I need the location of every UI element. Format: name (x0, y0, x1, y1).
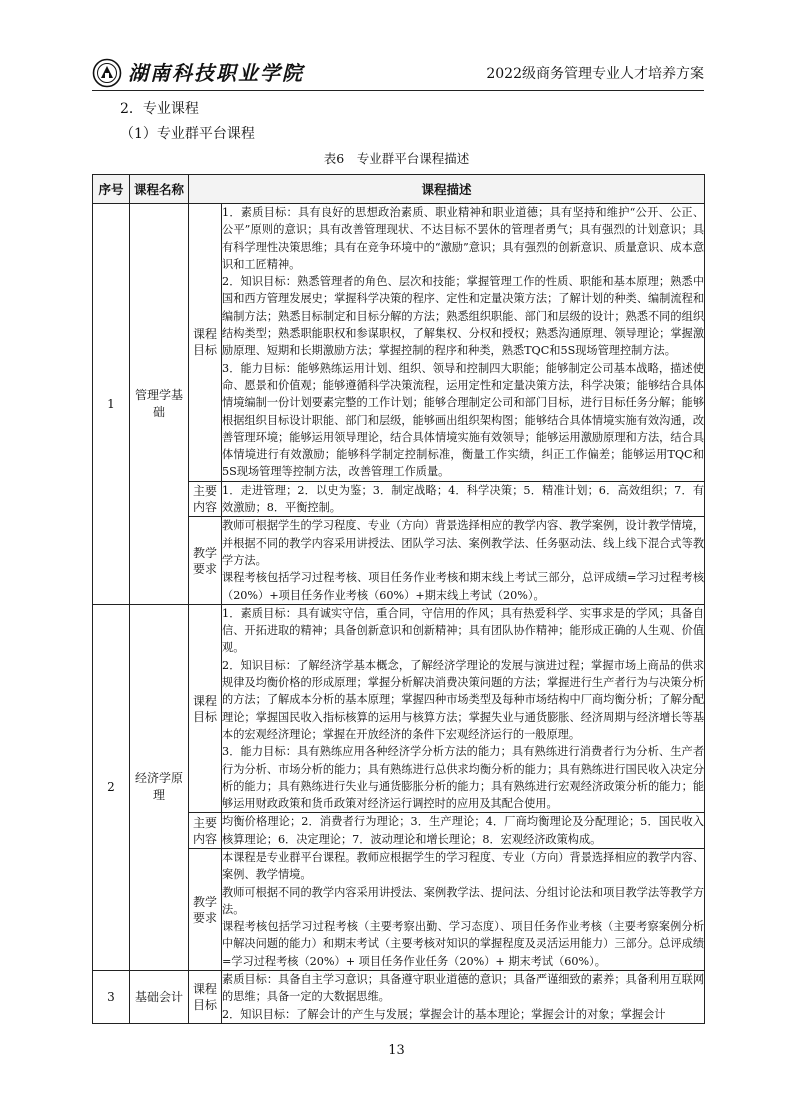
document-title: 2022级商务管理专业人才培养方案 (486, 66, 704, 82)
row-description (222, 848, 705, 970)
row-description (222, 604, 705, 813)
course-description-table (92, 174, 705, 1024)
course-name: 管理学基础 (130, 204, 189, 605)
row-label: 课程目标 (189, 971, 222, 1024)
row-label: 主要内容 (189, 813, 222, 849)
row-description (222, 971, 705, 1024)
page-header (92, 58, 704, 88)
course-number: 1 (93, 204, 130, 605)
course-name: 经济学原理 (130, 604, 189, 970)
row-description (222, 517, 705, 604)
description-paragraph: 3．能力目标：能够熟练运用计划、组织、领导和控制四大职能；能够制定公司基本战略，描述使命、愿景和价值观；能够遵循科学决策流程，运用定性和定量决策方法，科学决策；能够结合具体情境编制一份计划要素完整的工作计划；能够合理制定公司和部门目标，进行目标任务分解；能够根据组织目标设计职能、部门和层级，能够画出组织架构图；能够结合具体情境实施有效沟通，改善管理环境；能够运用领导理论，结合具体情境实施有效领导；能够运用激励原理和方法，结合具体情境进行有效激励；能够科学制定控制标准，衡量工作实绩，纠正工作偏差；能够运用TQC和5S现场管理等控制方法，改善管理工作质量。 (222, 361, 705, 479)
subsection-heading: （1）专业群平台课程 (120, 126, 255, 142)
description-paragraph: 1．素质目标：具有诚实守信，重合同，守信用的作风；具有热爱科学、实事求是的学风；具备自信、开拓进取的精神；具备创新意识和创新精神；具有团队协作精神；能形成正确的人生观、价值观。 (222, 606, 705, 655)
description-paragraph: 2．知识目标：了解经济学基本概念，了解经济学理论的发展与演进过程；掌握市场上商品的供求规律及均衡价格的形成原理；掌握分析解决消费决策问题的方法；掌握进行生产者行为与决策分析的方法；了解成本分析的基本原理；掌握四种市场类型及每种市场结构中厂商均衡分析；了解分配理论；掌握国民收入指标核算的运用与核算方法；掌握失业与通货膨胀、经济周期与经济增长等基本的宏观经济理论；掌握在开放经济的条件下宏观经济运行的一般原理。 (222, 658, 705, 741)
description-paragraph: 教师可根据不同的教学内容采用讲授法、案例教学法、提问法、分组讨论法和项目教学法等教学方法。 (222, 885, 705, 916)
table-row (93, 604, 705, 813)
description-paragraph: 教师可根据学生的学习程度、专业（方向）背景选择相应的教学内容、教学案例，设计教学情境，并根据不同的教学内容采用讲授法、团队学习法、案例教学法、任务驱动法、线上线下混合式等教学方法。 (222, 519, 705, 567)
section-heading: 2．专业课程 (120, 101, 199, 117)
row-label: 教学要求 (189, 517, 222, 604)
course-number: 2 (93, 604, 130, 970)
row-label: 主要内容 (189, 481, 222, 517)
row-description (222, 481, 705, 517)
row-label: 教学要求 (189, 848, 222, 970)
description-paragraph: 2．知识目标：了解会计的产生与发展；掌握会计的基本理论；掌握会计的对象；掌握会计 (222, 1007, 666, 1021)
description-paragraph: 1．走进管理；2．以史为鉴；3．制定战略；4．科学决策；5．精准计划；6．高效组织；7．有效激励；8．平衡控制。 (222, 483, 705, 515)
header-divider (92, 90, 704, 91)
school-name: 湖南科技职业学院 (128, 61, 304, 85)
header-course-description: 课程描述 (189, 175, 705, 204)
description-paragraph: 课程考核包括学习过程考核（主要考察出勤、学习态度）、项目任务作业考核（主要考察案例分析中解决问题的能力）和期末考试（主要考核对知识的掌握程度及灵活运用能力）三部分。总评成绩=学习过程考核（20%）+ 项目任务作业任务（20%）+ 期末考试（60%）。 (222, 920, 705, 968)
row-description (222, 204, 705, 482)
table-caption: 表6 专业群平台课程描述 (323, 151, 470, 166)
description-paragraph: 本课程是专业群平台课程。教师应根据学生的学习程度、专业（方向）背景选择相应的教学内容、案例、教学情境。 (222, 850, 705, 882)
row-description (222, 813, 705, 849)
table-row (93, 971, 705, 1024)
description-paragraph: 均衡价格理论；2．消费者行为理论；3．生产理论；4．厂商均衡理论及分配理论；5．国民收入核算理论；6．决定理论；7．波动理论和增长理论；8．宏观经济政策构成。 (222, 815, 705, 846)
course-number: 3 (93, 971, 130, 1024)
page-number: 13 (388, 1043, 405, 1058)
row-label: 课程目标 (189, 604, 222, 813)
school-logo-icon (92, 58, 122, 88)
description-paragraph: 1．素质目标：具有良好的思想政治素质、职业精神和职业道德；具有坚持和维护“公开、公正、公平”原则的意识；具有改善管理现状、不达目标不罢休的管理者勇气；具有强烈的计划意识；具有科学理性决策思维；具有在竞争环境中的“激励”意识；具有强烈的创新意识、质量意识、成本意识和工匠精神。 (222, 206, 705, 271)
description-paragraph: 2．知识目标：熟悉管理者的角色、层次和技能；掌握管理工作的性质、职能和基本原理；熟悉中国和西方管理发展史；掌握科学决策的程序、定性和定量决策方法；了解计划的种类、编制流程和编制方法；熟悉目标制定和目标分解的方法；熟悉组织职能、部门和层级的设计；熟悉不同的组织结构类型；熟悉职能职权和参谋职权，了解集权、分权和授权；熟悉沟通原理、领导理论；掌握激励原理、短期和长期激励方法；掌握控制的程序和种类，熟悉TQC和5S现场管理控制方法。 (222, 275, 705, 358)
table-row (93, 204, 705, 482)
header-course-name: 课程名称 (130, 175, 189, 204)
row-label: 课程目标 (189, 204, 222, 482)
description-paragraph: 课程考核包括学习过程考核、项目任务作业考核和期末线上考试三部分，总评成绩=学习过程考核（20%）+项目任务作业考核（60%）+期末线上考试（20%）。 (222, 571, 705, 602)
header-number: 序号 (93, 175, 130, 204)
course-name: 基础会计 (130, 971, 189, 1024)
table-header-row (93, 175, 705, 204)
description-paragraph: 3．能力目标：具有熟练应用各种经济学分析方法的能力；具有熟练进行消费者行为分析、生产者行为分析、市场分析的能力；具有熟练进行总供求均衡分析的能力；具有熟练进行国民收入决定分析的能力；具有熟练进行失业与通货膨胀分析的能力；具有熟练进行宏观经济政策分析的能力；能够运用财政政策和货币政策对经济运行调控时的应用及其配合使用。 (222, 745, 705, 811)
description-paragraph: 素质目标：具备自主学习意识；具备遵守职业道德的意识；具备严谨细致的素养；具备利用互联网的思维；具备一定的大数据思维。 (222, 973, 705, 1004)
